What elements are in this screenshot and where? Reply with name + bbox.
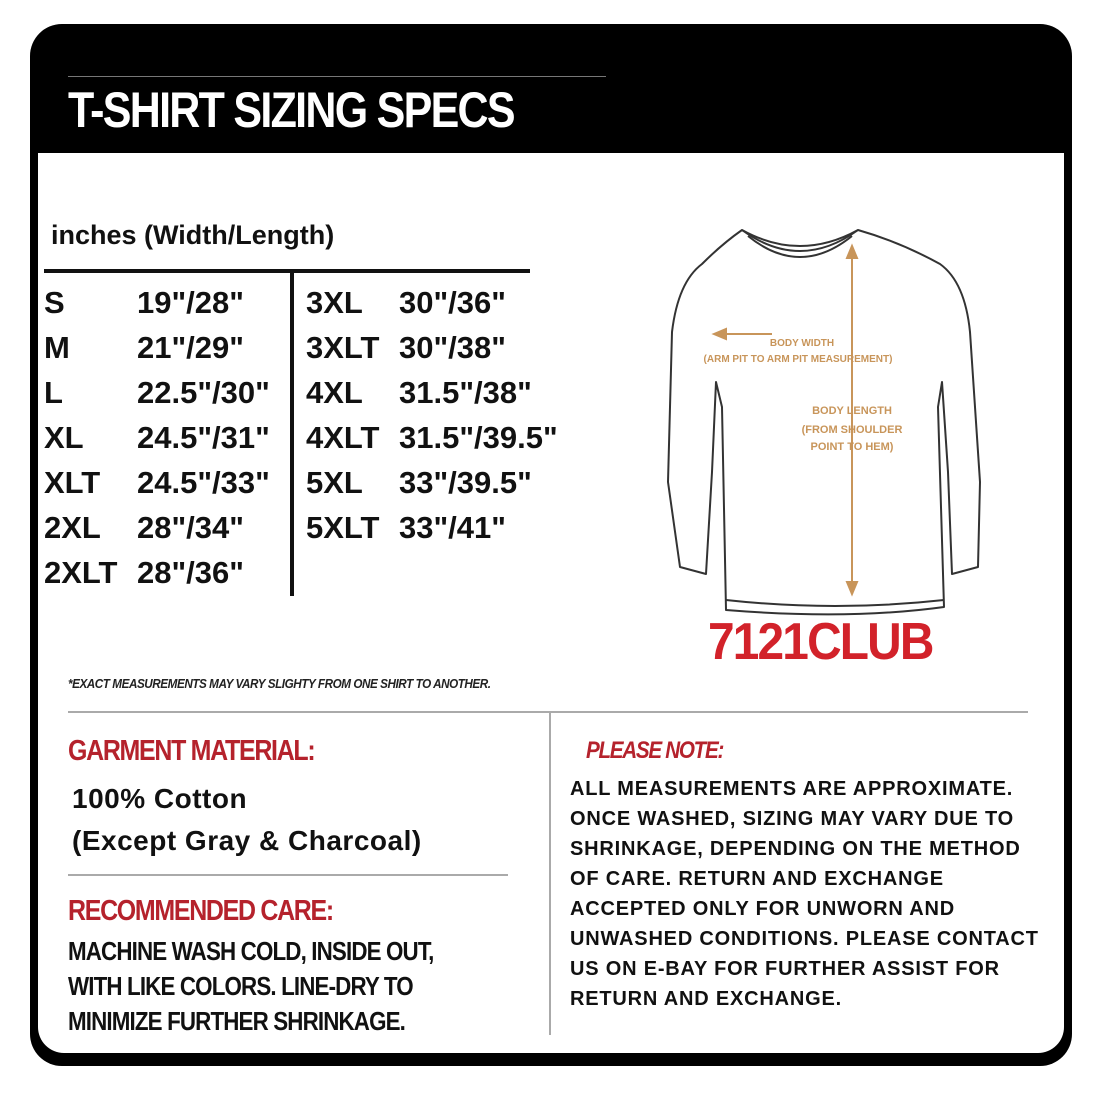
size-label: XLT — [44, 465, 101, 500]
body-width-label: BODY WIDTH — [769, 338, 835, 349]
size-label: M — [44, 330, 70, 365]
size-label: 2XLT — [44, 555, 118, 590]
size-measure: 31.5"/39.5" — [399, 420, 558, 455]
note-description: ALL MEASUREMENTS ARE APPROXIMATE. ONCE WASHED, SIZING MAY VARY DUE TO SHRINKAGE, DEPENDING ON THE METHOD OF CARE. RETURN AND EXCHANGE ACCEPTED ONLY FOR UNWORN AND UNWASHED CONDITIONS. PLEASE CONTACT US ON E-BAY FOR FURTHER ASSIST FOR RETURN AND EXCHANGE. — [570, 778, 1039, 1010]
table-divider-horizontal — [44, 269, 530, 273]
size-measure: 33"/39.5" — [399, 465, 532, 500]
size-measure: 21"/29" — [137, 330, 244, 365]
tshirt-diagram — [630, 222, 1010, 622]
size-measure: 30"/38" — [399, 330, 506, 365]
size-label: S — [44, 285, 65, 320]
header-rule — [68, 76, 606, 77]
size-measure: 28"/34" — [137, 510, 244, 545]
material-description — [72, 778, 422, 862]
size-measure: 22.5"/30" — [137, 375, 270, 410]
section-divider-vertical — [549, 713, 551, 1035]
size-label: 3XL — [306, 285, 363, 320]
care-description: MACHINE WASH COLD, INSIDE OUT, WITH LIKE COLORS. LINE-DRY TO MINIMIZE FURTHER SHRINKAGE. — [68, 936, 434, 1036]
size-measure: 31.5"/38" — [399, 375, 532, 410]
body-length-sublabel-2: POINT TO HEM) — [810, 441, 894, 453]
units-label: inches (Width/Length) — [51, 220, 335, 250]
note-heading: PLEASE NOTE: — [586, 737, 724, 764]
size-label: L — [44, 375, 63, 410]
body-length-sublabel-1: (FROM SHOULDER — [801, 424, 903, 436]
size-measure: 24.5"/33" — [137, 465, 270, 500]
disclaimer-text: *EXACT MEASUREMENTS MAY VARY SLIGHTY FROM ONE SHIRT TO ANOTHER. — [68, 676, 491, 691]
section-divider-material — [68, 874, 508, 876]
size-measure: 30"/36" — [399, 285, 506, 320]
size-measure: 33"/41" — [399, 510, 506, 545]
body-width-sublabel: (ARM PIT TO ARM PIT MEASUREMENT) — [703, 354, 893, 365]
material-line: (Except Gray & Charcoal) — [72, 825, 422, 856]
care-heading: RECOMMENDED CARE: — [68, 895, 333, 927]
size-label: 4XL — [306, 375, 363, 410]
tshirt-outline — [668, 230, 980, 614]
size-measure: 24.5"/31" — [137, 420, 270, 455]
material-heading: GARMENT MATERIAL: — [68, 735, 315, 767]
size-label: 5XL — [306, 465, 363, 500]
material-line: 100% Cotton — [72, 783, 248, 814]
brand-logo: 7121CLUB — [708, 613, 933, 671]
size-label: 4XLT — [306, 420, 380, 455]
section-divider-horizontal — [68, 711, 1028, 713]
table-divider-vertical — [290, 271, 294, 596]
size-label: 3XLT — [306, 330, 380, 365]
size-label: XL — [44, 420, 84, 455]
size-measure: 28"/36" — [137, 555, 244, 590]
size-label: 2XL — [44, 510, 101, 545]
page-title: T-SHIRT SIZING SPECS — [68, 82, 514, 138]
size-measure: 19"/28" — [137, 285, 244, 320]
size-label: 5XLT — [306, 510, 380, 545]
body-length-label: BODY LENGTH — [812, 405, 892, 417]
measure-arrows — [714, 246, 857, 594]
